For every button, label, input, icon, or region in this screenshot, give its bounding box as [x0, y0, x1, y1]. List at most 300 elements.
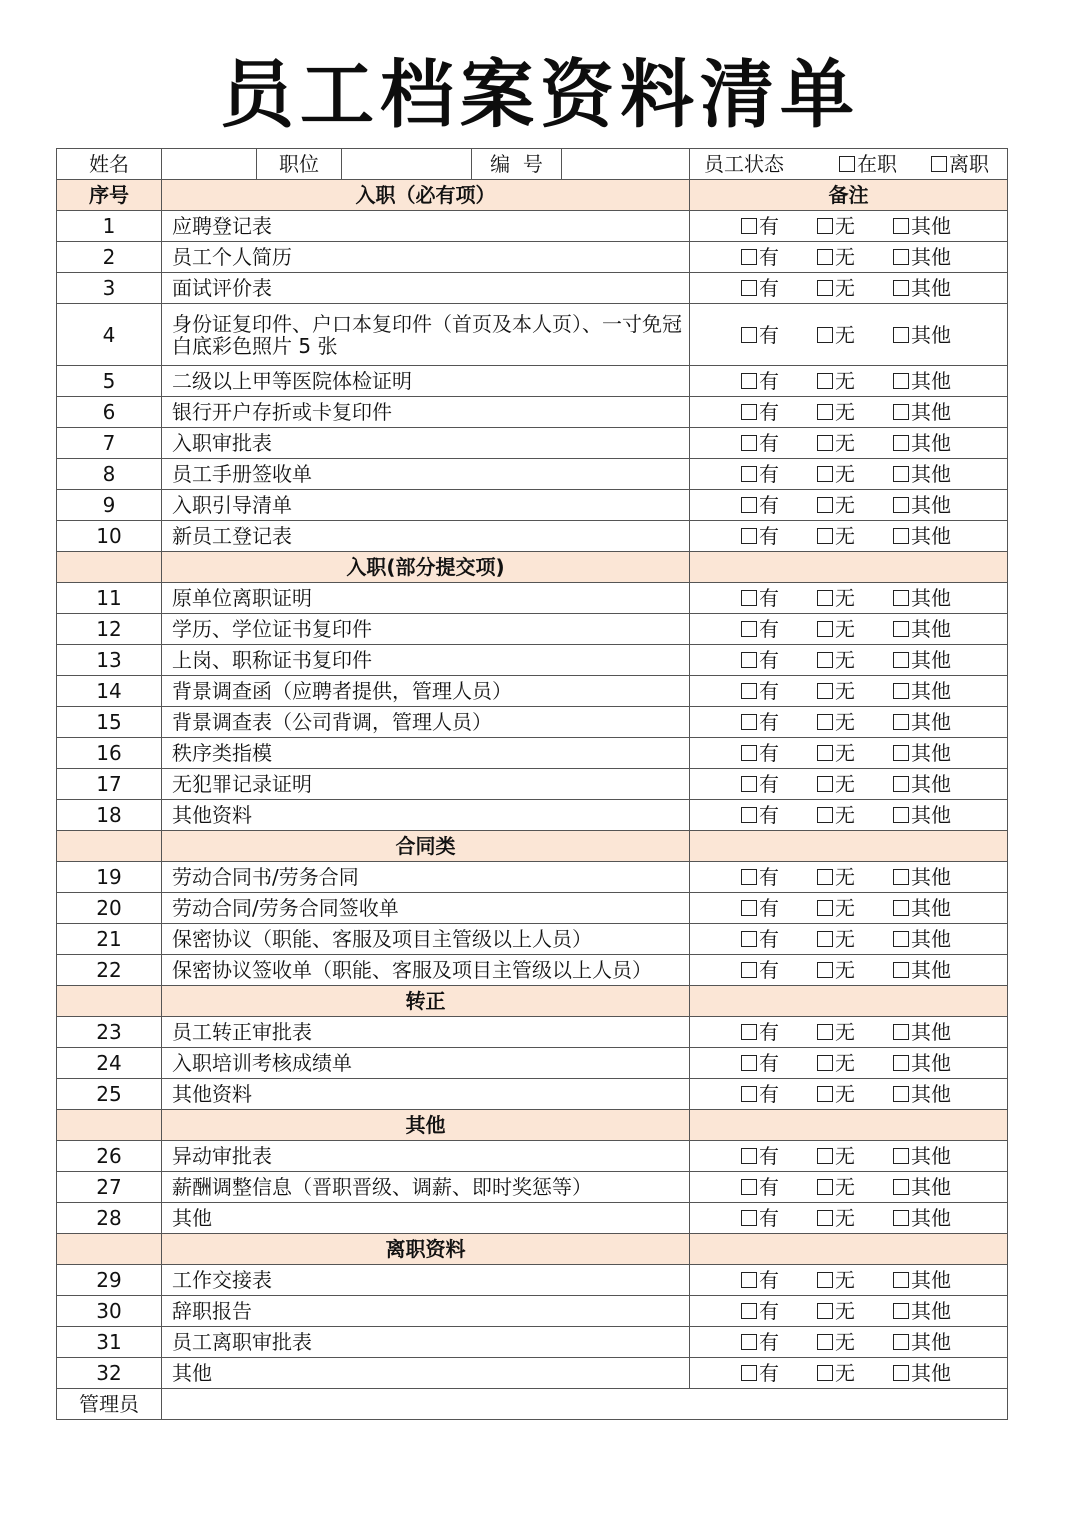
- option-checkbox[interactable]: 其他: [893, 1145, 959, 1167]
- option-checkbox[interactable]: 有: [741, 401, 817, 423]
- option-checkbox[interactable]: 其他: [893, 680, 959, 702]
- row-index: 5: [57, 366, 162, 397]
- row-index: 32: [57, 1358, 162, 1389]
- row-remark: [690, 645, 1008, 676]
- checkbox-icon: [741, 1210, 757, 1226]
- option-checkbox[interactable]: 其他: [893, 494, 959, 516]
- row-item-name: 入职培训考核成绩单: [162, 1048, 690, 1079]
- row-index: 19: [57, 862, 162, 893]
- option-checkbox[interactable]: 其他: [893, 587, 959, 609]
- row-remark: [690, 583, 1008, 614]
- header-row: [57, 180, 1008, 211]
- option-checkbox[interactable]: 其他: [893, 897, 959, 919]
- option-checkbox[interactable]: 有: [741, 277, 817, 299]
- info-row: [57, 149, 1008, 180]
- checkbox-icon: [893, 1365, 909, 1381]
- table-row: [57, 614, 1008, 645]
- table-row: [57, 1296, 1008, 1327]
- checkbox-icon: [741, 714, 757, 730]
- row-item-name: 秩序类指模: [162, 738, 690, 769]
- row-remark: [690, 490, 1008, 521]
- section-remark-cell: [690, 552, 1008, 583]
- position-field[interactable]: [342, 149, 472, 180]
- checkbox-icon: [893, 280, 909, 296]
- table-row: [57, 1203, 1008, 1234]
- checkbox-icon: [741, 590, 757, 606]
- row-item-name: 保密协议签收单（职能、客服及项目主管级以上人员）: [162, 955, 690, 986]
- option-checkbox[interactable]: 其他: [893, 463, 959, 485]
- checkbox-icon: [893, 745, 909, 761]
- row-index: 31: [57, 1327, 162, 1358]
- section-header: 入职（必有项）: [162, 180, 690, 211]
- table-row: [57, 676, 1008, 707]
- checkbox-icon: [893, 404, 909, 420]
- option-checkbox[interactable]: 有: [741, 1269, 817, 1291]
- row-item-name: 员工转正审批表: [162, 1017, 690, 1048]
- section-index-cell: [57, 1234, 162, 1265]
- option-checkbox[interactable]: 无: [817, 618, 893, 640]
- option-checkbox[interactable]: 其他: [893, 959, 959, 981]
- option-checkbox[interactable]: 有: [741, 432, 817, 454]
- table-row: [57, 397, 1008, 428]
- option-checkbox[interactable]: 其他: [893, 370, 959, 392]
- row-item-name: 背景调查函（应聘者提供，管理人员）: [162, 676, 690, 707]
- row-item-name: 二级以上甲等医院体检证明: [162, 366, 690, 397]
- row-item-name: 保密协议（职能、客服及项目主管级以上人员）: [162, 924, 690, 955]
- checkbox-icon: [741, 249, 757, 265]
- option-checkbox[interactable]: 其他: [893, 711, 959, 733]
- admin-row: [57, 1389, 1008, 1420]
- row-item-name: 原单位离职证明: [162, 583, 690, 614]
- row-item-name: 无犯罪记录证明: [162, 769, 690, 800]
- section-index-cell: [57, 831, 162, 862]
- option-checkbox[interactable]: 无: [817, 649, 893, 671]
- option-checkbox[interactable]: 无: [817, 463, 893, 485]
- table-row: [57, 583, 1008, 614]
- option-checkbox[interactable]: 有: [741, 1052, 817, 1074]
- checkbox-icon: [817, 404, 833, 420]
- checkbox-icon: [931, 156, 947, 172]
- row-item-name: 入职审批表: [162, 428, 690, 459]
- row-index: 16: [57, 738, 162, 769]
- option-checkbox[interactable]: 有: [741, 1331, 817, 1353]
- option-checkbox[interactable]: 有: [741, 1083, 817, 1105]
- checkbox-icon: [741, 900, 757, 916]
- row-item-name: 上岗、职称证书复印件: [162, 645, 690, 676]
- checkbox-icon: [741, 1055, 757, 1071]
- table-row: [57, 304, 1008, 366]
- checkbox-icon: [817, 683, 833, 699]
- table-row: [57, 459, 1008, 490]
- admin-label: 管理员: [57, 1389, 162, 1420]
- checklist-table: [56, 148, 1008, 1420]
- table-row: [57, 1172, 1008, 1203]
- option-checkbox[interactable]: 无: [817, 1269, 893, 1291]
- option-checkbox[interactable]: 无: [817, 587, 893, 609]
- option-checkbox[interactable]: 有: [741, 1300, 817, 1322]
- section-remark-cell: [690, 986, 1008, 1017]
- row-index: 28: [57, 1203, 162, 1234]
- checkbox-icon: [893, 497, 909, 513]
- checkbox-icon: [817, 327, 833, 343]
- row-index: 22: [57, 955, 162, 986]
- option-checkbox[interactable]: 其他: [893, 742, 959, 764]
- option-checkbox[interactable]: 无: [817, 711, 893, 733]
- checkbox-icon: [741, 404, 757, 420]
- status-cell: [690, 149, 1008, 180]
- row-remark: [690, 676, 1008, 707]
- checkbox-icon: [817, 900, 833, 916]
- row-item-name: 薪酬调整信息（晋职晋级、调薪、即时奖惩等）: [162, 1172, 690, 1203]
- checkbox-icon: [893, 590, 909, 606]
- number-field[interactable]: [562, 149, 690, 180]
- option-checkbox[interactable]: 其他: [893, 525, 959, 547]
- option-checkbox[interactable]: 无: [817, 246, 893, 268]
- section-row: [57, 831, 1008, 862]
- option-checkbox[interactable]: 无: [817, 525, 893, 547]
- option-checkbox[interactable]: 有: [741, 1145, 817, 1167]
- checkbox-icon: [893, 683, 909, 699]
- remark-header: 备注: [690, 180, 1008, 211]
- option-checkbox[interactable]: 无: [817, 897, 893, 919]
- row-item-name: 应聘登记表: [162, 211, 690, 242]
- option-checkbox[interactable]: 有: [741, 324, 817, 346]
- row-index: 26: [57, 1141, 162, 1172]
- section-remark-cell: [690, 1110, 1008, 1141]
- row-item-name: 劳动合同/劳务合同签收单: [162, 893, 690, 924]
- row-remark: [690, 800, 1008, 831]
- status-option-left[interactable]: 离职: [931, 153, 989, 175]
- option-checkbox[interactable]: 有: [741, 463, 817, 485]
- row-remark: [690, 862, 1008, 893]
- option-checkbox[interactable]: 无: [817, 1052, 893, 1074]
- row-item-name: 员工个人简历: [162, 242, 690, 273]
- option-checkbox[interactable]: 其他: [893, 928, 959, 950]
- checkbox-icon: [893, 869, 909, 885]
- option-checkbox[interactable]: 有: [741, 494, 817, 516]
- option-checkbox[interactable]: 有: [741, 804, 817, 826]
- option-checkbox[interactable]: 其他: [893, 1331, 959, 1353]
- table-row: [57, 273, 1008, 304]
- table-row: [57, 862, 1008, 893]
- option-checkbox[interactable]: 有: [741, 1362, 817, 1384]
- checkbox-icon: [893, 1303, 909, 1319]
- row-remark: [690, 397, 1008, 428]
- row-item-name: 劳动合同书/劳务合同: [162, 862, 690, 893]
- checkbox-icon: [741, 1365, 757, 1381]
- row-item-name: 其他资料: [162, 1079, 690, 1110]
- row-remark: [690, 211, 1008, 242]
- section-title: 入职(部分提交项): [162, 552, 690, 583]
- table-row: [57, 893, 1008, 924]
- table-row: [57, 242, 1008, 273]
- checkbox-icon: [741, 1179, 757, 1195]
- checkbox-icon: [741, 1272, 757, 1288]
- table-row: [57, 707, 1008, 738]
- row-index: 7: [57, 428, 162, 459]
- checkbox-icon: [893, 621, 909, 637]
- checkbox-icon: [893, 1086, 909, 1102]
- option-checkbox[interactable]: 有: [741, 246, 817, 268]
- option-checkbox[interactable]: 无: [817, 370, 893, 392]
- row-remark: [690, 273, 1008, 304]
- checkbox-icon: [893, 931, 909, 947]
- option-checkbox[interactable]: 其他: [893, 804, 959, 826]
- row-index: 6: [57, 397, 162, 428]
- admin-field[interactable]: [162, 1389, 1008, 1420]
- option-checkbox[interactable]: 其他: [893, 324, 959, 346]
- row-remark: [690, 955, 1008, 986]
- section-row: [57, 552, 1008, 583]
- section-row: [57, 1110, 1008, 1141]
- table-row: [57, 800, 1008, 831]
- name-label: 姓名: [57, 149, 162, 180]
- row-remark: [690, 1017, 1008, 1048]
- option-checkbox[interactable]: 无: [817, 804, 893, 826]
- checkbox-icon: [817, 249, 833, 265]
- row-remark: [690, 1079, 1008, 1110]
- checkbox-icon: [817, 776, 833, 792]
- checkbox-icon: [893, 652, 909, 668]
- option-checkbox[interactable]: 无: [817, 773, 893, 795]
- option-checkbox[interactable]: 有: [741, 680, 817, 702]
- checkbox-icon: [741, 435, 757, 451]
- section-title: 离职资料: [162, 1234, 690, 1265]
- table-row: [57, 366, 1008, 397]
- option-checkbox[interactable]: 有: [741, 928, 817, 950]
- table-row: [57, 1017, 1008, 1048]
- section-title: 转正: [162, 986, 690, 1017]
- option-checkbox[interactable]: 有: [741, 215, 817, 237]
- option-checkbox[interactable]: 无: [817, 1331, 893, 1353]
- checkbox-icon: [893, 1055, 909, 1071]
- index-header: 序号: [57, 180, 162, 211]
- checkbox-icon: [893, 900, 909, 916]
- option-checkbox[interactable]: 有: [741, 618, 817, 640]
- option-checkbox[interactable]: 无: [817, 1021, 893, 1043]
- checkbox-icon: [893, 1024, 909, 1040]
- option-checkbox[interactable]: 其他: [893, 1207, 959, 1229]
- checkbox-icon: [817, 528, 833, 544]
- option-checkbox[interactable]: 其他: [893, 866, 959, 888]
- row-index: 4: [57, 304, 162, 366]
- row-index: 15: [57, 707, 162, 738]
- row-item-name: 其他: [162, 1358, 690, 1389]
- option-checkbox[interactable]: 其他: [893, 1176, 959, 1198]
- checkbox-icon: [741, 1334, 757, 1350]
- option-checkbox[interactable]: 其他: [893, 1269, 959, 1291]
- option-checkbox[interactable]: 其他: [893, 277, 959, 299]
- section-row: [57, 1234, 1008, 1265]
- row-index: 30: [57, 1296, 162, 1327]
- checkbox-icon: [893, 373, 909, 389]
- option-checkbox[interactable]: 无: [817, 928, 893, 950]
- checkbox-icon: [817, 280, 833, 296]
- row-index: 17: [57, 769, 162, 800]
- option-checkbox[interactable]: 有: [741, 1176, 817, 1198]
- section-title: 其他: [162, 1110, 690, 1141]
- checkbox-icon: [893, 776, 909, 792]
- row-index: 11: [57, 583, 162, 614]
- checkbox-icon: [817, 373, 833, 389]
- section-remark-cell: [690, 831, 1008, 862]
- option-checkbox[interactable]: 有: [741, 370, 817, 392]
- row-remark: [690, 1172, 1008, 1203]
- table-row: [57, 645, 1008, 676]
- option-checkbox[interactable]: 无: [817, 959, 893, 981]
- row-item-name: 面试评价表: [162, 273, 690, 304]
- option-checkbox[interactable]: 无: [817, 494, 893, 516]
- checkbox-icon: [741, 1086, 757, 1102]
- table-row: [57, 955, 1008, 986]
- option-checkbox[interactable]: 无: [817, 1145, 893, 1167]
- option-checkbox[interactable]: 无: [817, 1207, 893, 1229]
- row-item-name: 银行开户存折或卡复印件: [162, 397, 690, 428]
- checkbox-icon: [817, 466, 833, 482]
- status-option-active[interactable]: 在职: [839, 153, 897, 175]
- row-remark: [690, 242, 1008, 273]
- option-checkbox[interactable]: 有: [741, 525, 817, 547]
- row-index: 25: [57, 1079, 162, 1110]
- table-row: [57, 428, 1008, 459]
- option-checkbox[interactable]: 无: [817, 1083, 893, 1105]
- row-index: 18: [57, 800, 162, 831]
- section-index-cell: [57, 552, 162, 583]
- row-remark: [690, 1265, 1008, 1296]
- option-checkbox[interactable]: 有: [741, 1207, 817, 1229]
- checkbox-icon: [741, 1024, 757, 1040]
- option-checkbox[interactable]: 无: [817, 680, 893, 702]
- row-index: 20: [57, 893, 162, 924]
- option-checkbox[interactable]: 无: [817, 401, 893, 423]
- table-row: [57, 1141, 1008, 1172]
- option-checkbox[interactable]: 有: [741, 742, 817, 764]
- table-row: [57, 521, 1008, 552]
- checkbox-icon: [741, 869, 757, 885]
- checkbox-icon: [817, 807, 833, 823]
- option-checkbox[interactable]: 有: [741, 959, 817, 981]
- checkbox-icon: [893, 1179, 909, 1195]
- checkbox-icon: [893, 528, 909, 544]
- row-index: 1: [57, 211, 162, 242]
- checkbox-icon: [817, 435, 833, 451]
- option-checkbox[interactable]: 其他: [893, 1052, 959, 1074]
- row-remark: [690, 1048, 1008, 1079]
- checkbox-icon: [893, 714, 909, 730]
- option-checkbox[interactable]: 有: [741, 587, 817, 609]
- checkbox-icon: [817, 931, 833, 947]
- option-checkbox[interactable]: 其他: [893, 432, 959, 454]
- option-checkbox[interactable]: 其他: [893, 618, 959, 640]
- row-index: 27: [57, 1172, 162, 1203]
- checkbox-icon: [817, 1024, 833, 1040]
- row-remark: [690, 428, 1008, 459]
- row-remark: [690, 893, 1008, 924]
- row-remark: [690, 769, 1008, 800]
- option-checkbox[interactable]: 其他: [893, 246, 959, 268]
- table-row: [57, 490, 1008, 521]
- row-item-name: 其他: [162, 1203, 690, 1234]
- checkbox-icon: [893, 1272, 909, 1288]
- table-row: [57, 1358, 1008, 1389]
- option-checkbox[interactable]: 无: [817, 215, 893, 237]
- option-checkbox[interactable]: 无: [817, 324, 893, 346]
- checkbox-icon: [893, 1210, 909, 1226]
- option-checkbox[interactable]: 无: [817, 1362, 893, 1384]
- checkbox-icon: [817, 621, 833, 637]
- table-row: [57, 1327, 1008, 1358]
- row-index: 2: [57, 242, 162, 273]
- option-checkbox[interactable]: 无: [817, 1176, 893, 1198]
- row-index: 3: [57, 273, 162, 304]
- option-checkbox[interactable]: 无: [817, 432, 893, 454]
- option-checkbox[interactable]: 有: [741, 1021, 817, 1043]
- checkbox-icon: [741, 683, 757, 699]
- checkbox-icon: [893, 1334, 909, 1350]
- row-index: 9: [57, 490, 162, 521]
- checkbox-icon: [741, 931, 757, 947]
- checkbox-icon: [741, 745, 757, 761]
- row-remark: [690, 366, 1008, 397]
- row-item-name: 员工手册签收单: [162, 459, 690, 490]
- checkbox-icon: [839, 156, 855, 172]
- option-checkbox[interactable]: 有: [741, 866, 817, 888]
- checkbox-icon: [817, 745, 833, 761]
- number-label: 编 号: [472, 149, 562, 180]
- checkbox-icon: [893, 218, 909, 234]
- option-checkbox[interactable]: 无: [817, 277, 893, 299]
- option-checkbox[interactable]: 其他: [893, 649, 959, 671]
- row-index: 12: [57, 614, 162, 645]
- name-field[interactable]: [162, 149, 257, 180]
- option-checkbox[interactable]: 其他: [893, 773, 959, 795]
- checkbox-icon: [741, 1148, 757, 1164]
- row-item-name: 新员工登记表: [162, 521, 690, 552]
- option-checkbox[interactable]: 其他: [893, 215, 959, 237]
- checkbox-icon: [817, 1148, 833, 1164]
- option-checkbox[interactable]: 有: [741, 649, 817, 671]
- option-checkbox[interactable]: 其他: [893, 1083, 959, 1105]
- table-row: [57, 924, 1008, 955]
- checkbox-icon: [741, 218, 757, 234]
- table-row: [57, 769, 1008, 800]
- option-checkbox[interactable]: 有: [741, 773, 817, 795]
- option-checkbox[interactable]: 其他: [893, 1300, 959, 1322]
- checkbox-icon: [817, 1303, 833, 1319]
- row-index: 13: [57, 645, 162, 676]
- option-checkbox[interactable]: 其他: [893, 1362, 959, 1384]
- option-checkbox[interactable]: 其他: [893, 401, 959, 423]
- option-checkbox[interactable]: 有: [741, 897, 817, 919]
- checkbox-icon: [741, 776, 757, 792]
- row-index: 8: [57, 459, 162, 490]
- row-item-name: 入职引导清单: [162, 490, 690, 521]
- row-index: 24: [57, 1048, 162, 1079]
- checkbox-icon: [741, 280, 757, 296]
- page-title: 员工档案资料清单: [220, 52, 860, 138]
- option-checkbox[interactable]: 其他: [893, 1021, 959, 1043]
- option-checkbox[interactable]: 无: [817, 866, 893, 888]
- row-item-name: 身份证复印件、户口本复印件（首页及本人页）、一寸免冠白底彩色照片 5 张: [162, 304, 690, 366]
- option-checkbox[interactable]: 无: [817, 742, 893, 764]
- row-remark: [690, 707, 1008, 738]
- checkbox-icon: [817, 1179, 833, 1195]
- checkbox-icon: [817, 497, 833, 513]
- row-remark: [690, 1327, 1008, 1358]
- option-checkbox[interactable]: 无: [817, 1300, 893, 1322]
- option-checkbox[interactable]: 有: [741, 711, 817, 733]
- checkbox-icon: [817, 1334, 833, 1350]
